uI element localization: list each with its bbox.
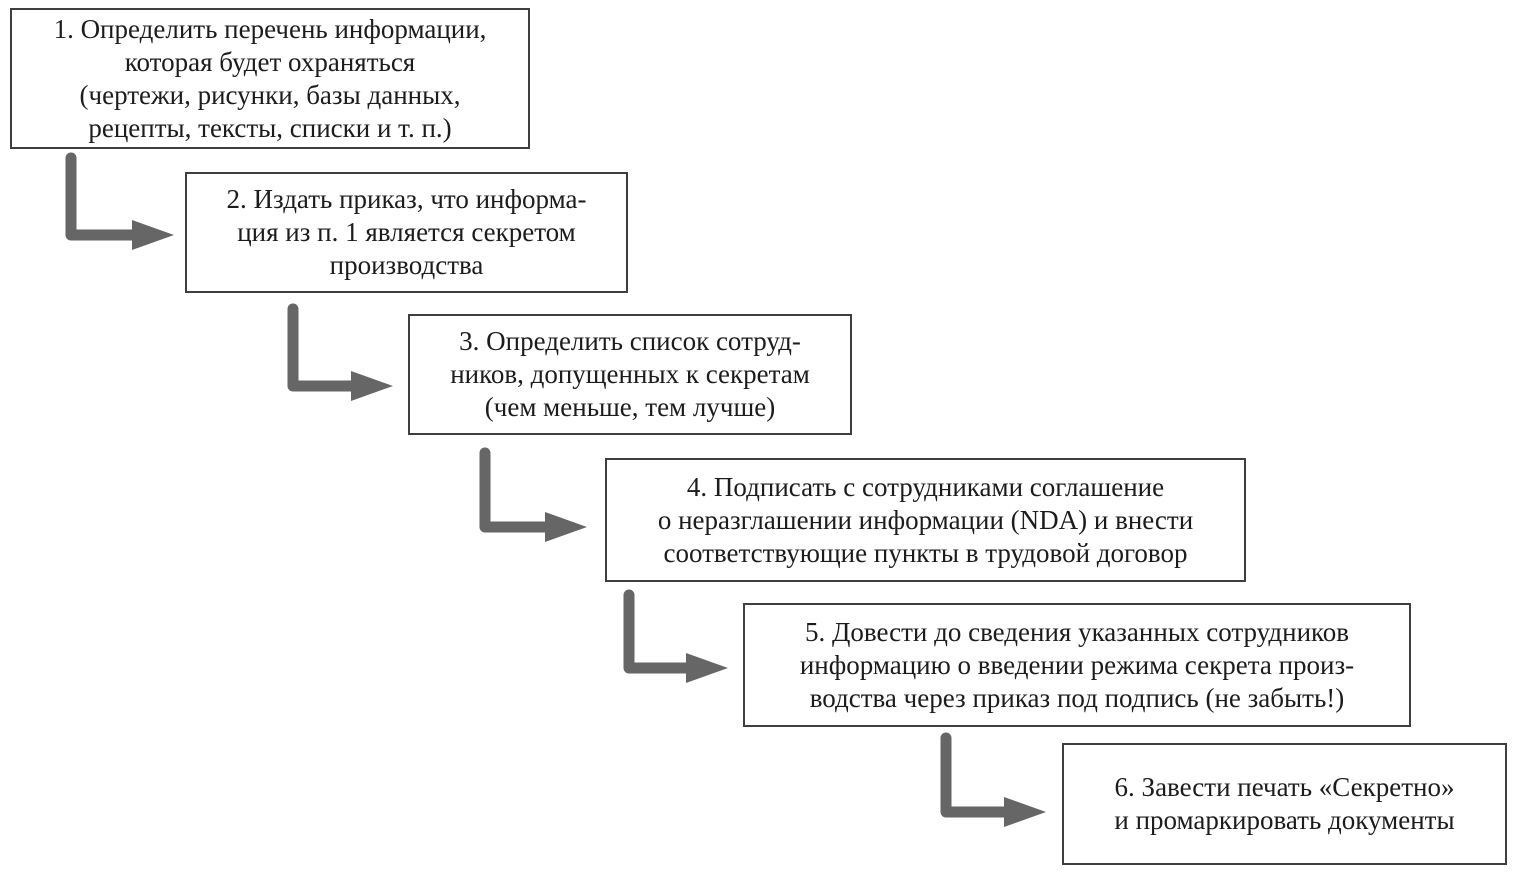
step-3-line-1: 3. Определить список сотруд- [459, 326, 801, 356]
step-2-line-3: производства [329, 250, 484, 280]
step-6-line-2: и промаркировать документы [1114, 805, 1455, 835]
step-4-line-3: соответствующие пункты в трудовой договор [663, 537, 1188, 568]
step-2-line-2: ция из п. 1 является секретом [237, 217, 576, 247]
step-3-line-3: (чем меньше, тем лучше) [484, 392, 776, 422]
arrow-step5-to-step6 [946, 738, 1046, 827]
step-box-3 [408, 314, 852, 435]
step-box-2 [185, 172, 628, 293]
step-box-5 [743, 603, 1411, 727]
step-3-line-2: ников, допущенных к секретам [450, 359, 810, 389]
step-1-line-1: 1. Определить перечень информации, [53, 13, 487, 44]
step-1-line-4: рецепты, тексты, списки и т. п.) [88, 112, 452, 143]
step-1-line-2: которая будет охраняться [124, 46, 416, 77]
arrow-step3-to-step4 [485, 453, 587, 542]
step-5-line-1: 5. Довести до сведения указанных сотрудников [804, 616, 1350, 647]
step-4-line-2: о неразглашении информации (NDA) и внести [657, 504, 1194, 535]
step-2-line-1: 2. Издать приказ, что информа- [226, 184, 587, 214]
step-4-line-1: 4. Подписать с сотрудниками соглашение [686, 471, 1165, 502]
step-box-4 [605, 458, 1246, 582]
step-5-line-3: водства через приказ под подпись (не забыть!) [809, 682, 1345, 713]
step-5-line-2: информацию о введении режима секрета произ- [799, 649, 1355, 680]
step-6-line-1: 6. Завести печать «Секретно» [1114, 772, 1455, 802]
arrow-step2-to-step3 [293, 309, 393, 401]
arrow-step4-to-step5 [629, 595, 728, 683]
step-box-6 [1062, 743, 1507, 865]
arrow-step1-to-step2 [71, 158, 174, 250]
step-1-line-3: (чертежи, рисунки, базы данных, [79, 79, 461, 110]
step-box-1 [10, 8, 530, 149]
